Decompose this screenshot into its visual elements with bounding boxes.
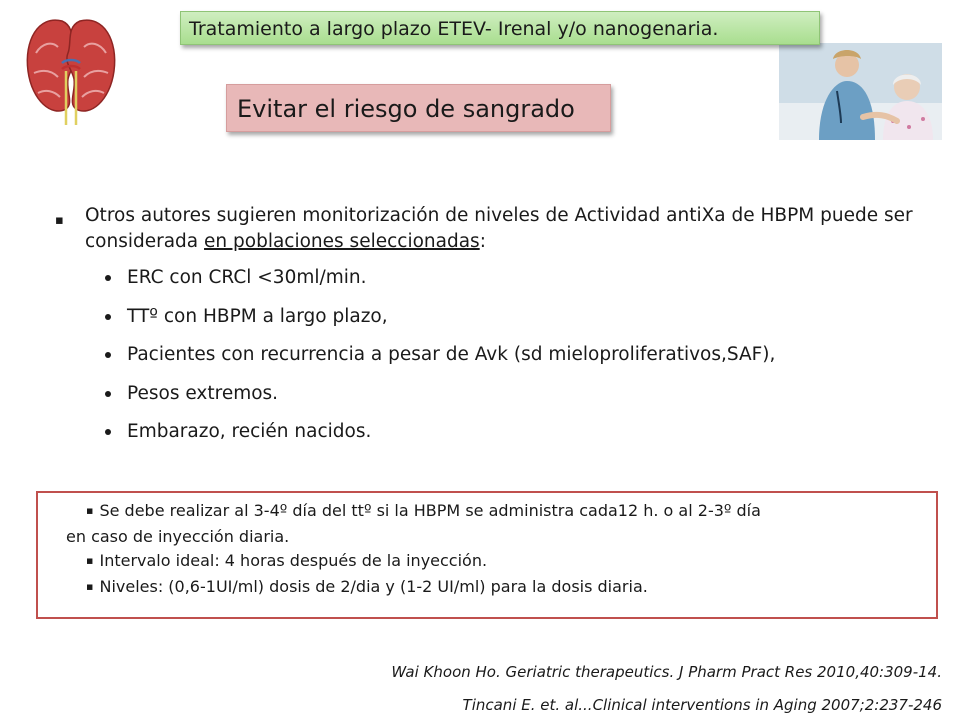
note-line-continued: en caso de inyección diaria. (66, 527, 290, 546)
nurse-elderly-patient-photo (779, 43, 942, 140)
list-item-text: ERC con CRCl <30ml/min. (127, 267, 367, 288)
lead-paragraph (55, 203, 945, 255)
list-item-text: TTº con HBPM a largo plazo, (127, 305, 388, 327)
note-line: ▪ Niveles: (0,6-1UI/ml) dosis de 2/dia y (1-2 UI/ml) para la dosis diaria. (86, 577, 648, 596)
lead-text: Otros autores sugieren monitorización de niveles de Actividad antiXa de HBPM puede ser considerada (85, 205, 913, 252)
square-bullet-icon: ▪ (86, 580, 94, 593)
list-item (55, 419, 945, 458)
lead-end: : (479, 231, 486, 252)
note-line: ▪ Se debe realizar al 3-4º día del ttº si la HBPM se administra cada12 h. o al 2-3º día (86, 501, 761, 520)
bullet-dot-icon (105, 391, 111, 397)
note-line: ▪ Intervalo ideal: 4 horas después de la inyección. (86, 551, 488, 570)
list-item-text: Embarazo, recién nacidos. (127, 421, 372, 442)
list-item (55, 304, 945, 343)
square-bullet-icon: ▪ (86, 554, 94, 567)
criteria-list (55, 265, 945, 458)
kidney-illustration (22, 13, 120, 125)
bullet-dot-icon (105, 314, 111, 320)
list-item (55, 342, 945, 381)
list-item-text: Pacientes con recurrencia a pesar de Avk (sd mieloproliferativos,SAF), (127, 344, 776, 365)
references (391, 656, 942, 722)
slide-subtitle: Evitar el riesgo de sangrado (226, 84, 611, 132)
square-bullet-icon: ▪ (86, 504, 94, 517)
slide-title: Tratamiento a largo plazo ETEV- Irenal y/o nanogenaria. (180, 11, 820, 45)
list-item-text: Pesos extremos. (127, 382, 279, 404)
list-item (55, 381, 945, 420)
reference-1: Wai Khoon Ho. Geriatric therapeutics. J Pharm Pract Res 2010,40:309-14. (391, 663, 942, 681)
lead-underlined-text: en poblaciones seleccionadas (204, 231, 480, 252)
notes-box (36, 491, 938, 619)
bullet-dot-icon (105, 352, 111, 358)
main-content (55, 203, 945, 458)
bullet-dot-icon (105, 275, 111, 281)
list-item (55, 265, 945, 304)
bullet-dot-icon (105, 429, 111, 435)
square-bullet-icon: ▪ (55, 213, 64, 228)
reference-2: Tincani E. et. al...Clinical interventions in Aging 2007;2:237-246 (462, 696, 942, 714)
